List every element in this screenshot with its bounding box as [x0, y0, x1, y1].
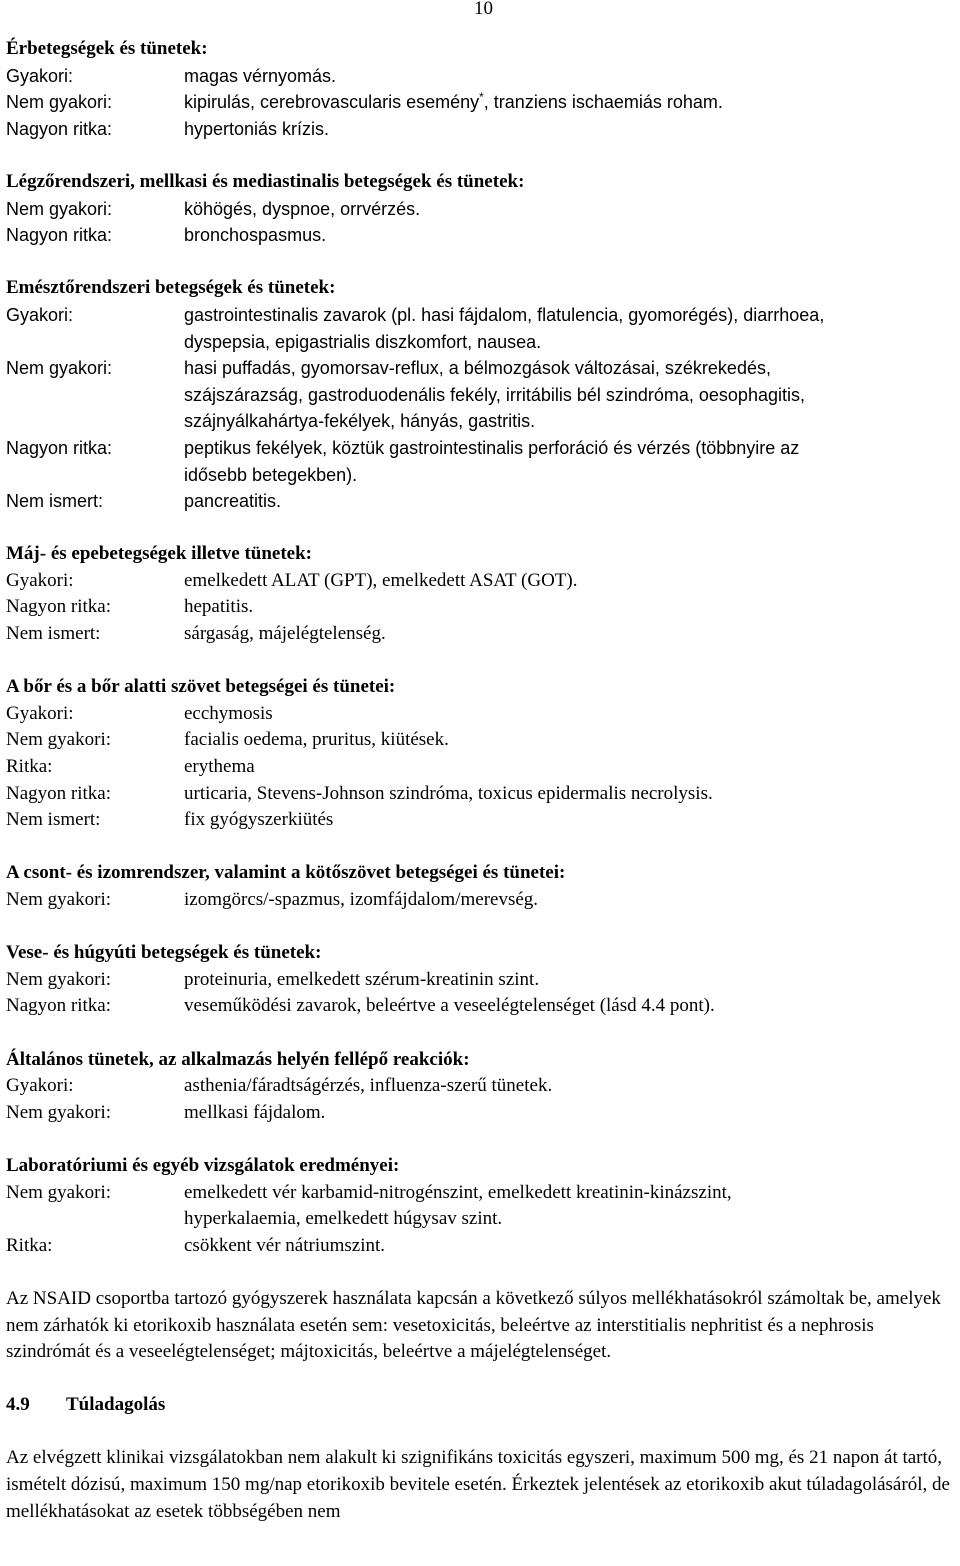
frequency-term: Nem gyakori: [6, 1181, 112, 1203]
overdose-paragraph: Az elvégzett klinikai vizsgálatokban nem alakult ki szignifikáns toxicitás egyszeri, maximum 500 mg, és 21 napon át tartó, ismételt dózisú, maximum 150 mg/nap etorikoxib bevitele esetén. Érkeztek jelentések az etorikoxib akut túladagolásáról, de mellékhatásokat az esetek többségében nem [6, 1447, 950, 1522]
frequency-term: Nem gyakori: [6, 198, 113, 219]
section-heading-overdose [6, 1392, 950, 1419]
list-item [6, 1073, 950, 1100]
list-item [6, 594, 950, 621]
section-respiratory [6, 169, 950, 249]
section-title: A csont- és izomrendszer, valamint a kötőszövet betegségei és tünetei: [6, 862, 566, 884]
effect-description: peptikus fekélyek, köztük gastrointestinalis perforáció és vérzés (többnyire az idősebb betegekben). [184, 437, 800, 485]
effect-description: proteinuria, emelkedett szérum-kreatinin szint. [184, 968, 540, 990]
list-item [6, 488, 950, 515]
section-hepatobiliary [6, 541, 950, 647]
list-item [6, 887, 950, 914]
section-title: Érbetegségek és tünetek: [6, 38, 208, 59]
frequency-term: Nagyon ritka: [6, 437, 113, 458]
frequency-term: Nem gyakori: [6, 889, 112, 910]
frequency-term: Nem gyakori: [6, 92, 113, 113]
section-renal [6, 940, 950, 1020]
list-item [6, 63, 950, 90]
frequency-term: Nagyon ritka: [6, 225, 113, 246]
list-item [6, 754, 950, 781]
frequency-term: Gyakori: [6, 304, 74, 325]
list-item [6, 1233, 950, 1260]
effect-description: emelkedett ALAT (GPT), emelkedett ASAT (GOT). [184, 569, 578, 591]
section-title: Máj- és epebetegségek illetve tünetek: [6, 543, 313, 565]
list-item [6, 621, 950, 648]
frequency-term: Nem gyakori: [6, 729, 112, 751]
frequency-term: Nem gyakori: [6, 358, 113, 379]
effect-description: csökkent vér nátriumszint. [184, 1234, 386, 1256]
effect-description: bronchospasmus. [184, 225, 327, 246]
footnote-marker: * [479, 90, 484, 105]
effect-description: veseműködési zavarok, beleértve a veseelégtelenséget (lásd 4.4 pont). [184, 995, 715, 1017]
section-vascular [6, 36, 950, 142]
nsaid-paragraph: Az NSAID csoportba tartozó gyógyszerek használata kapcsán a következő súlyos mellékhatásokról számoltak be, amelyek nem zárhatók ki etorikoxib használata esetén sem: vesetoxicitás, beleértve az interstitialis nephritist és a nephrosis szindrómát és a veseelégtelenséget; májtoxicitás, beleértve a májelégtelenséget. [6, 1287, 941, 1363]
section-gastrointestinal [6, 275, 950, 514]
section-general [6, 1047, 950, 1127]
list-item [6, 89, 950, 116]
effect-description: erythema [184, 756, 255, 778]
list-item [6, 568, 950, 595]
list-item [6, 701, 950, 728]
section-heading-title: Túladagolás [66, 1394, 166, 1416]
frequency-term: Nem ismert: [6, 809, 101, 831]
frequency-term: Nagyon ritka: [6, 782, 112, 804]
page-number: 10 [474, 0, 493, 19]
effect-description: magas vérnyomás. [184, 65, 337, 86]
frequency-term: Gyakori: [6, 1075, 74, 1097]
frequency-term: Nem ismert: [6, 623, 101, 645]
frequency-term: Nem gyakori: [6, 1101, 112, 1123]
effect-description: izomgörcs/-spazmus, izomfájdalom/merevség. [184, 889, 539, 910]
section-number: 4.9 [6, 1394, 30, 1416]
frequency-term: Nagyon ritka: [6, 596, 112, 618]
list-item [6, 1180, 950, 1233]
effect-description: sárgaság, májelégtelenség. [184, 623, 386, 645]
effect-description: ecchymosis [184, 702, 273, 724]
effect-description: mellkasi fájdalom. [184, 1101, 326, 1123]
effect-description: köhögés, dyspnoe, orrvérzés. [184, 198, 421, 219]
section-title: A bőr és a bőr alatti szövet betegségei és tünetei: [6, 676, 396, 698]
frequency-term: Nagyon ritka: [6, 118, 113, 139]
section-title: Légzőrendszeri, mellkasi és mediastinalis betegségek és tünetek: [6, 170, 525, 192]
effect-description: urticaria, Stevens-Johnson szindróma, toxicus epidermalis necrolysis. [184, 782, 713, 804]
section-title: Vese- és húgyúti betegségek és tünetek: [6, 942, 322, 964]
list-item [6, 196, 950, 223]
frequency-term: Gyakori: [6, 569, 74, 591]
effect-description: pancreatitis. [184, 491, 282, 512]
section-skin [6, 674, 950, 834]
list-item [6, 1100, 950, 1127]
frequency-term: Gyakori: [6, 702, 74, 724]
frequency-term: Nem gyakori: [6, 968, 112, 990]
effect-description: kipirulás, cerebrovascularis esemény*, tranziens ischaemiás roham. [184, 90, 723, 113]
effect-description: fix gyógyszerkiütés [184, 809, 334, 831]
list-item [6, 993, 950, 1020]
effect-description: facialis oedema, pruritus, kiütések. [184, 729, 449, 751]
list-item [6, 302, 950, 355]
frequency-term: Nem ismert: [6, 491, 104, 512]
effect-description: hypertoniás krízis. [184, 118, 330, 139]
effect-description: hepatitis. [184, 596, 254, 618]
section-title: Általános tünetek, az alkalmazás helyén fellépő reakciók: [6, 1048, 470, 1070]
list-item [6, 727, 950, 754]
effect-description: hasi puffadás, gyomorsav-reflux, a bélmozgások változásai, székrekedés, szájszárazság, gastroduodenális fekély, irritábilis bél szindróma, oesophagitis, szájnyálkahártya-fekélyek, hányás, gastritis. [184, 358, 805, 432]
frequency-term: Ritka: [6, 756, 53, 778]
frequency-term: Gyakori: [6, 65, 74, 86]
frequency-term: Nagyon ritka: [6, 995, 112, 1017]
section-musculoskeletal [6, 860, 950, 913]
list-item [6, 967, 950, 994]
list-item [6, 435, 950, 488]
list-item [6, 807, 950, 834]
section-title: Laboratóriumi és egyéb vizsgálatok eredményei: [6, 1154, 400, 1176]
list-item [6, 222, 950, 249]
document-body [6, 36, 950, 1552]
effect-description: asthenia/fáradtságérzés, influenza-szerű tünetek. [184, 1075, 553, 1097]
section-investigations [6, 1153, 950, 1259]
effect-description: emelkedett vér karbamid-nitrogénszint, emelkedett kreatinin-kinázszint, hyperkalaemia, emelkedett húgysav szint. [184, 1181, 732, 1230]
frequency-term: Ritka: [6, 1234, 53, 1256]
list-item [6, 116, 950, 143]
list-item [6, 355, 950, 435]
effect-description: gastrointestinalis zavarok (pl. hasi fájdalom, flatulencia, gyomorégés), diarrhoea, dyspepsia, epigastrialis diszkomfort, nausea. [184, 304, 825, 352]
section-title: Emésztőrendszeri betegségek és tünetek: [6, 277, 336, 299]
list-item [6, 781, 950, 808]
